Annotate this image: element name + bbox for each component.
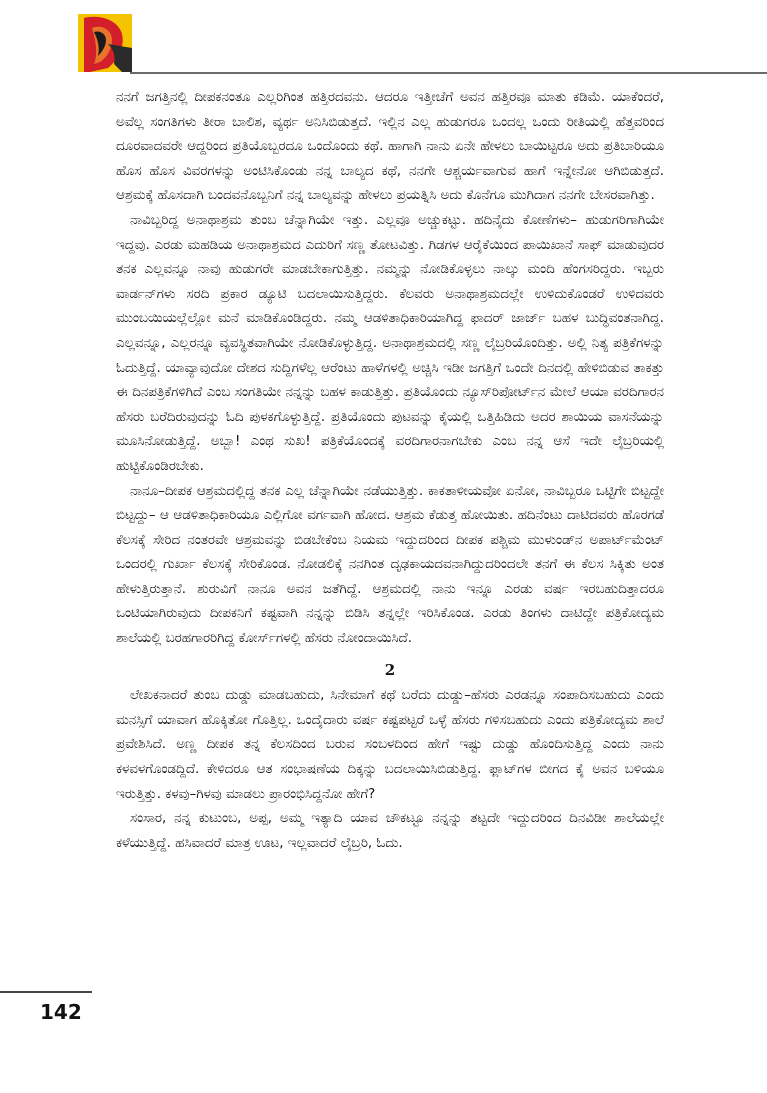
paragraph-2: ನಾವಿಬ್ಬರಿದ್ದ ಅನಾಥಾಶ್ರಮ ತುಂಬ ಚೆನ್ನಾಗಿಯೇ ಇತ್ತು. ಎಲ್ಲವೂ ಅಚ್ಚುಕಟ್ಟು. ಹದಿನೈದು ಕೋಣೆಗಳು– ಹುಡುಗರಿಗಾಗಿಯೇ ಇದ್ದವು. ಎರಡು ಮಹಡಿಯ ಅನಾಥಾಶ್ರಮದ ಎದುರಿಗೆ ಸಣ್ಣ ತೋಟವಿತ್ತು. ಗಿಡಗಳ ಆರೈಕೆಯಿಂದ ಪಾಯಿಖಾನೆ ಸಾಫ್ ಮಾಡುವುದರ ತನಕ ಎಲ್ಲವನ್ನೂ ನಾವು ಹುಡುಗರೇ ಮಾಡಬೇಕಾಗುತ್ತಿತ್ತು. ನಮ್ಮನ್ನು ನೋಡಿಕೊಳ್ಳಲು ನಾಲ್ಕು ಮಂದಿ ಹೆಂಗಸರಿದ್ದರು. ಇಬ್ಬರು ವಾರ್ಡನ್‌ಗಳು ಸರದಿ ಪ್ರಕಾರ ಡ್ಯೂಟಿ ಬದಲಾಯಿಸುತ್ತಿದ್ದರು. ಕೆಲವರು ಅನಾಥಾಶ್ರಮದಲ್ಲೇ ಉಳಿದುಕೊಂಡರೆ ಉಳಿದವರು ಮುಂಬಯಿಯಲ್ಲೆಲ್ಲೋ ಮನೆ ಮಾಡಿಕೊಂಡಿದ್ದರು. ನಮ್ಮ ಆಡಳಿತಾಧಿಕಾರಿಯಾಗಿದ್ದ ಫಾದರ್ ಜಾರ್ಜ್ ಬಹಳ ಬುದ್ಧಿವಂತನಾಗಿದ್ದ. ಎಲ್ಲವನ್ನೂ, ಎಲ್ಲರನ್ನೂ ವ್ಯವಸ್ಥಿತವಾಗಿಯೇ ನೋಡಿಕೊಳ್ಳುತ್ತಿದ್ದ. ಅನಾಥಾಶ್ರಮದಲ್ಲಿ ಸಣ್ಣ ಲೈಬ್ರರಿಯೊಂದಿತ್ತು. ಅಲ್ಲಿ ನಿತ್ಯ ಪತ್ರಿಕೆಗಳನ್ನು ಓದುತ್ತಿದ್ದೆ. ಯಾವ್ಯಾವುದೋ ದೇಶದ ಸುದ್ದಿಗಳೆಲ್ಲ ಆರೆಂಟು ಹಾಳೆಗಳಲ್ಲಿ ಅಚ್ಚಿಸಿ ಇಡೀ ಜಗತ್ತಿಗೆ ಒಂದೇ ದಿನದಲ್ಲಿ ಹೇಳಿಬಿಡುವ ತಾಕತ್ತು ಈ ದಿನಪತ್ರಿಕೆಗಳಿಗಿದೆ ಎಂಬ ಸಂಗತಿಯೇ ನನ್ನನ್ನು ಬಹಳ ಕಾಡುತ್ತಿತ್ತು. ಪ್ರತಿಯೊಂದು ನ್ಯೂಸ್‌ರಿಪೋರ್ಟ್‌ನ ಮೇಲೆ ಆಯಾ ವರದಿಗಾರನ ಹೆಸರು ಬರೆದಿರುವುದನ್ನು ಓದಿ ಪುಳಕಗೊಳ್ಳುತ್ತಿದ್ದೆ. ಪ್ರತಿಯೊಂದು ಪುಟವನ್ನು ಕೈಯಲ್ಲಿ ಒತ್ತಿಹಿಡಿದು ಅದರ ಶಾಯಿಯ ವಾಸನೆಯನ್ನು ಮೂಸಿನೋಡುತ್ತಿದ್ದೆ. ಅಬ್ಬಾ! ಎಂಥ ಸುಖ! ಪತ್ರಿಕೆಯೊಂದಕ್ಕೆ ವರದಿಗಾರನಾಗಬೇಕು ಎಂಬ ನನ್ನ ಆಸೆ ಇದೇ ಲೈಬ್ರರಿಯಲ್ಲಿ ಹುಟ್ಟಿಕೊಂಡಿರಬೇಕು. — [116, 212, 664, 474]
page-number: 142 — [40, 1000, 82, 1024]
section-number: 2 — [384, 660, 396, 679]
paragraph-1: ನನಗೆ ಜಗತ್ತಿನಲ್ಲಿ ದೀಪಕನಂತೂ ಎಲ್ಲರಿಗಿಂತ ಹತ್ತಿರದವನು. ಆದರೂ ಇತ್ತೀಚೆಗೆ ಅವನ ಹತ್ತಿರವೂ ಮಾತು ಕಡಿಮೆ. ಯಾಕೆಂದರೆ, ಅವೆಲ್ಲ ಸಂಗತಿಗಳು ತೀರಾ ಬಾಲಿಶ, ವ್ಯರ್ಥ ಅನಿಸಿಬಿಡುತ್ತದೆ. ಇಲ್ಲಿನ ಎಲ್ಲ ಹುಡುಗರೂ ಒಂದಲ್ಲ ಒಂದು ರೀತಿಯಲ್ಲಿ ಹೆತ್ತವರಿಂದ ದೂರವಾದವರೇ ಆದ್ದರಿಂದ ಪ್ರತಿಯೊಬ್ಬರದೂ ಒಂದೊಂದು ಕಥೆ. ಹಾಗಾಗಿ ನಾನು ಏನೇ ಹೇಳಲು ಬಾಯಿಟ್ಟರೂ ಅದು ಪ್ರತಿಬಾರಿಯೂ ಹೊಸ ಹೊಸ ವಿವರಗಳನ್ನು ಅಂಟಿಸಿಕೊಂಡು ನನ್ನ ಬಾಲ್ಯದ ಕಥೆ, ನನಗೇ ಆಶ್ಚರ್ಯವಾಗುವ ಹಾಗೆ ಇನ್ನೇನೋ ಆಗಿಬಿಡುತ್ತದೆ. ಆಶ್ರಮಕ್ಕೆ ಹೊಸದಾಗಿ ಬಂದವನೊಬ್ಬನಿಗೆ ನನ್ನ ಬಾಲ್ಯವನ್ನು ಹೇಳಲು ಪ್ರಯತ್ನಿಸಿ ಅದು ಕೊನೆಗೂ ಮುಗಿದಾಗ ನನಗೇ ಬೇಸರವಾಗಿತ್ತು. — [116, 90, 664, 204]
paragraph-4: ಲೇಖಕನಾದರೆ ತುಂಬ ದುಡ್ಡು ಮಾಡಬಹುದು, ಸಿನೇಮಾಗೆ ಕಥೆ ಬರೆದು ದುಡ್ಡು–ಹೆಸರು ಎರಡನ್ನೂ ಸಂಪಾದಿಸಬಹುದು ಎಂದು ಮನಸ್ಸಿಗೆ ಯಾವಾಗ ಹೊಕ್ಕಿತೋ ಗೊತ್ತಿಲ್ಲ. ಒಂದೈದಾರು ವರ್ಷ ಕಷ್ಟಪಟ್ಟರೆ ಒಳ್ಳೆ ಹೆಸರು ಗಳಿಸಬಹುದು ಎಂದು ಪತ್ರಿಕೋದ್ಯಮ ಶಾಲೆ ಪ್ರವೇಶಿಸಿದೆ. ಅಣ್ಣ ದೀಪಕ ತನ್ನ ಕೆಲಸದಿಂದ ಬರುವ ಸಂಬಳದಿಂದ ಹೇಗೆ ಇಷ್ಟು ದುಡ್ಡು ಹೊಂದಿಸುತ್ತಿದ್ದ ಎಂದು ನಾನು ಕಳವಳಗೊಂಡದ್ದಿದೆ. ಕೇಳಿದರೂ ಆತ ಸಂಭಾಷಣೆಯ ದಿಕ್ಕನ್ನು ಬದಲಾಯಿಸಿಬಿಡುತ್ತಿದ್ದ. ಫ್ಲಾಟ್‌ಗಳ ಬೀಗದ ಕೈ ಅವನ ಬಳಿಯೂ ಇರುತ್ತಿತ್ತು. ಕಳವು–ಗಿಳವು ಮಾಡಲು ಪ್ರಾರಂಭಿಸಿದ್ದನೋ ಹೇಗೆ? — [116, 688, 664, 802]
paragraph-3: ನಾನೂ–ದೀಪಕ ಆಶ್ರಮದಲ್ಲಿದ್ದ ತನಕ ಎಲ್ಲ ಚೆನ್ನಾಗಿಯೇ ನಡೆಯುತ್ತಿತ್ತು. ಕಾಕತಾಳೀಯವೋ ಏನೋ, ನಾವಿಬ್ಬರೂ ಒಟ್ಟಿಗೇ ಬಿಟ್ಟದ್ದೇ ಬಿಟ್ಟದ್ದು– ಆ ಆಡಳಿತಾಧಿಕಾರಿಯೂ ಎಲ್ಲಿಗೋ ವರ್ಗವಾಗಿ ಹೋದ. ಆಶ್ರಮ ಕೆಡುತ್ತ ಹೋಯಿತು. ಹದಿನೆಂಟು ದಾಟಿದವರು ಹೊರಗಡೆ ಕೆಲಸಕ್ಕೆ ಸೇರಿದ ನಂತರವೇ ಆಶ್ರಮವನ್ನು ಬಿಡಬೇಕೆಂಬ ನಿಯಮ ಇದ್ದುದರಿಂದ ದೀಪಕ ಪಶ್ಚಿಮ ಮುಳುಂಡ್‌ನ ಅಪಾರ್ಟ್‌ಮೆಂಟ್ ಒಂದರಲ್ಲಿ ಗುರ್ಖಾ ಕೆಲಸಕ್ಕೆ ಸೇರಿಕೊಂಡ. ನೋಡಲಿಕ್ಕೆ ನನಗಿಂತ ದೃಢಕಾಯದವನಾಗಿದ್ದುದರಿಂದಲೇ ತನಗೆ ಈ ಕೆಲಸ ಸಿಕ್ಕಿತು ಅಂತ ಹೇಳುತ್ತಿರುತ್ತಾನೆ. ಶುರುವಿಗೆ ನಾನೂ ಅವನ ಜತೆಗಿದ್ದೆ. ಆಶ್ರಮದಲ್ಲಿ ನಾನು ಇನ್ನೂ ಎರಡು ವರ್ಷ ಇರಬಹುದಿತ್ತಾದರೂ ಒಂಟಿಯಾಗಿರುವುದು ದೀಪಕನಿಗೆ ಕಷ್ಟವಾಗಿ ನನ್ನನ್ನು ಬಿಡಿಸಿ ತನ್ನಲ್ಲೇ ಇರಿಸಿಕೊಂಡ. ಎರಡು ತಿಂಗಳು ದಾಟಿದ್ದೇ ಪತ್ರಿಕೋದ್ಯಮ ಶಾಲೆಯಲ್ಲಿ ಬರಹಗಾರರಿಗಿದ್ದ ಕೋರ್ಸ್‌ಗಳಲ್ಲಿ ಹೆಸರು ನೋಂದಾಯಿಸಿದೆ. — [116, 483, 664, 647]
footer-rule — [0, 991, 92, 993]
page-body — [116, 86, 664, 856]
paragraph-5: ಸಂಸಾರ, ನನ್ನ ಕುಟುಂಬ, ಅಪ್ಪ, ಅಮ್ಮ ಇತ್ಯಾದಿ ಯಾವ ಚೌಕಟ್ಟೂ ನನ್ನನ್ನು ತಟ್ಟದೇ ಇದ್ದುದರಿಂದ ದಿನವಿಡೀ ಶಾಲೆಯಲ್ಲೇ ಕಳೆಯುತ್ತಿದ್ದೆ. ಹಸಿವಾದರೆ ಮಾತ್ರ ಊಟ, ಇಲ್ಲವಾದರೆ ಲೈಬ್ರರಿ, ಓದು. — [116, 811, 664, 851]
magazine-logo-icon — [78, 14, 132, 72]
header-rule — [130, 72, 767, 74]
